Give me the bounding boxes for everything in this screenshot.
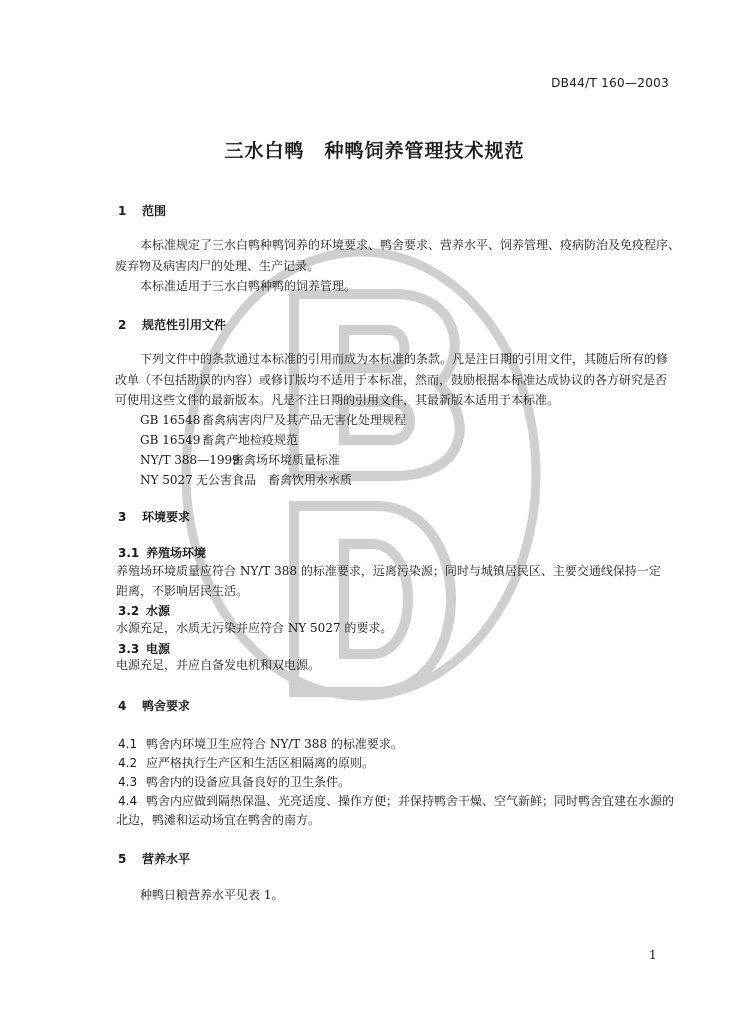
section-3-heading	[118, 508, 190, 525]
paragraph-line: 废弃物及病害肉尸的处理、生产记录。	[115, 259, 320, 273]
item-text: 应严格执行生产区和生活区相隔离的原则。	[146, 756, 375, 770]
item-text: 鸭舍内的设备应具备良好的卫生条件。	[146, 775, 351, 789]
document-code: DB44/T 160—2003	[551, 76, 669, 90]
reference-code: GB 16549	[140, 433, 201, 447]
page-number: 1	[649, 948, 657, 962]
section-5-heading	[118, 850, 190, 867]
paragraph-line: 水源充足，水质无污染并应符合 NY 5027 的要求。	[116, 621, 393, 635]
subsection-number: 3.1	[118, 546, 140, 560]
item-number: 4.1	[118, 737, 138, 751]
reference-code: NY 5027	[140, 473, 193, 487]
section-number: 5	[118, 852, 127, 866]
section-number: 1	[118, 204, 127, 218]
list-item-continuation: 北边，鸭滩和运动场宜在鸭舍的南方。	[116, 813, 321, 827]
section-1-heading	[118, 202, 166, 219]
paragraph-line: 本标准规定了三水白鸭种鸭饲养的环境要求、鸭舍要求、营养水平、饲养管理、疫病防治及免疫程序、	[140, 238, 681, 252]
section-number: 2	[118, 318, 127, 332]
item-number: 4.3	[118, 775, 138, 789]
item-text: 鸭舍内应做到隔热保温、光亮适度、操作方便；并保持鸭舍干燥、空气新鲜；同时鸭舍宜建在水源的	[146, 794, 675, 808]
list-item	[118, 754, 374, 771]
reference-code: NY/T 388—1999	[140, 453, 240, 467]
section-title: 营养水平	[142, 852, 191, 866]
reference-code: GB 16548	[140, 413, 201, 427]
paragraph-line: 可使用这些文件的最新版本。凡是不注日期的引用文件，其最新版本适用于本标准。	[115, 393, 560, 407]
item-number: 4.2	[118, 756, 138, 770]
reference-item	[140, 411, 406, 428]
list-item	[118, 735, 403, 752]
subsection-3-3-heading	[118, 640, 170, 657]
subsection-title: 养殖场环境	[146, 546, 207, 560]
section-2-heading	[118, 316, 226, 333]
paragraph-line: 种鸭日粮营养水平见表 1。	[140, 888, 284, 902]
section-number: 3	[118, 510, 127, 524]
section-title: 范围	[142, 204, 167, 218]
paragraph-line: 养殖场环境质量应符合 NY/T 388 的标准要求，远离污染源；同时与城镇居民区、主要交通线保持一定	[116, 564, 661, 578]
section-title: 鸭舍要求	[142, 699, 191, 713]
list-item	[118, 792, 674, 809]
list-item	[118, 773, 350, 790]
item-number: 4.4	[118, 794, 138, 808]
reference-item	[140, 431, 298, 448]
paragraph-line: 距离，不影响居民生活。	[116, 584, 249, 598]
subsection-number: 3.3	[118, 642, 140, 656]
document-title: 三水白鸭 种鸭饲养管理技术规范	[224, 140, 525, 162]
section-4-heading	[118, 697, 190, 714]
paragraph-line: 下列文件中的条款通过本标准的引用而成为本标准的条款。凡是注日期的引用文件，其随后所有的修	[140, 352, 669, 366]
paragraph-line: 本标准适用于三水白鸭种鸭的饲养管理。	[140, 279, 357, 293]
reference-title: 畜禽场环境质量标准	[232, 453, 341, 467]
reference-title: 畜禽病害肉尸及其产品无害化处理规程	[202, 413, 407, 427]
reference-item	[140, 451, 340, 468]
section-title: 环境要求	[142, 510, 191, 524]
section-number: 4	[118, 699, 127, 713]
subsection-number: 3.2	[118, 604, 140, 618]
subsection-title: 水源	[146, 604, 171, 618]
paragraph-line: 电源充足，并应自备发电机和双电源。	[116, 658, 321, 672]
subsection-title: 电源	[146, 642, 171, 656]
subsection-3-2-heading	[118, 602, 170, 619]
reference-item	[140, 471, 352, 488]
item-text: 鸭舍内环境卫生应符合 NY/T 388 的标准要求。	[146, 737, 403, 751]
subsection-3-1-heading	[118, 544, 206, 561]
reference-title: 无公害食品 畜禽饮用水水质	[196, 473, 353, 487]
paragraph-line: 改单（不包括勘误的内容）或修订版均不适用于本标准，然而，鼓励根据本标准达成协议的各方研究是否	[115, 373, 668, 387]
reference-title: 畜禽产地检疫规范	[202, 433, 299, 447]
section-title: 规范性引用文件	[142, 318, 227, 332]
